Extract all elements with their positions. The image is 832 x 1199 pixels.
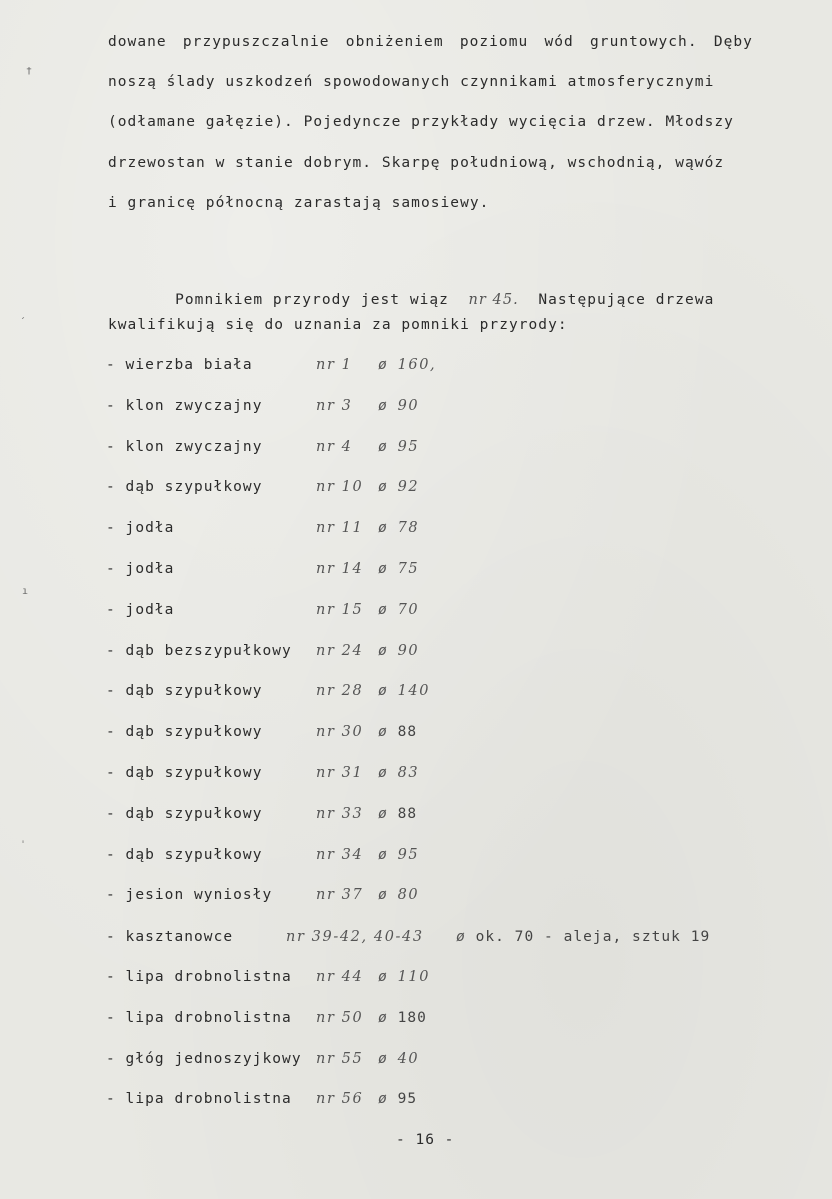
diameter-symbol: ø (378, 1010, 388, 1026)
tree-diameter (378, 969, 430, 985)
diameter-symbol: ø (378, 398, 388, 414)
tree-name: - dąb szypułkowy (106, 847, 263, 863)
tree-number: nr 37 (316, 887, 364, 903)
tree-number: nr 11 (316, 520, 364, 536)
tree-name: - kasztanowce (106, 929, 234, 945)
diameter-value: 83 (397, 765, 420, 781)
diameter-value: 160, (397, 357, 437, 373)
diameter-symbol: ø (378, 479, 388, 495)
paragraph-1-line-5: i granicę północną zarastają samosiewy. (108, 195, 490, 211)
word: obniżeniem (345, 34, 444, 50)
text-fragment: Następujące drzewa (538, 292, 715, 308)
text-fragment: Pomnikiem przyrody jest wiąz (175, 292, 449, 308)
diameter-symbol: ø (378, 561, 388, 577)
tree-number: nr 31 (316, 765, 364, 781)
word: dowane (108, 34, 167, 50)
word: przypuszczalnie (182, 34, 330, 50)
word: wód (544, 34, 574, 50)
paragraph-1-line-2: noszą ślady uszkodzeń spowodowanych czynnikami atmosferycznymi (108, 74, 715, 90)
tree-name: - jesion wyniosły (106, 887, 273, 903)
tree-diameter (378, 887, 419, 903)
diameter-symbol: ø (378, 1051, 388, 1067)
tree-number: nr 15 (316, 602, 364, 618)
tree-name: - dąb szypułkowy (106, 806, 263, 822)
diameter-value: 90 (397, 643, 420, 659)
tree-name: - lipa drobnolistna (106, 969, 292, 985)
tree-diameter (378, 847, 419, 863)
tree-number: nr 28 (316, 683, 364, 699)
word: poziomu (459, 34, 529, 50)
tree-number: nr 44 (316, 969, 364, 985)
margin-mark: † (26, 66, 33, 77)
tree-name: - lipa drobnolistna (106, 1091, 292, 1107)
diameter-symbol: ø (378, 520, 388, 536)
tree-diameter (378, 724, 417, 740)
margin-mark: ˈ (20, 840, 27, 851)
tree-diameter (378, 1091, 417, 1107)
tree-name: - dąb szypułkowy (106, 479, 263, 495)
tree-name: - lipa drobnolistna (106, 1010, 292, 1026)
diameter-value: 180 (397, 1010, 427, 1026)
tree-diameter (378, 479, 419, 495)
margin-mark: ı (22, 586, 29, 597)
tree-number: nr 33 (316, 806, 364, 822)
diameter-value: 90 (397, 398, 420, 414)
tree-diameter (378, 1051, 419, 1067)
tree-diameter (378, 1010, 427, 1026)
diameter-value: 92 (397, 479, 420, 495)
diameter-value: 70 (397, 602, 420, 618)
tree-name: - jodła (106, 602, 175, 618)
tree-diameter (456, 929, 710, 945)
diameter-value: 80 (397, 887, 420, 903)
tree-diameter (378, 765, 419, 781)
diameter-value: 40 (397, 1051, 420, 1067)
tree-diameter (378, 602, 419, 618)
tree-number: nr 1 (316, 357, 353, 373)
tree-number: nr 10 (316, 479, 364, 495)
tree-name: - dąb szypułkowy (106, 724, 263, 740)
word: Dęby (713, 34, 753, 50)
diameter-symbol: ø (378, 969, 388, 985)
diameter-symbol: ø (378, 887, 388, 903)
tree-number: nr 56 (316, 1091, 364, 1107)
margin-mark: ˏ (20, 308, 27, 319)
tree-name: - jodła (106, 520, 175, 536)
paragraph-1-line-1 (108, 34, 753, 50)
diameter-value: 95 (397, 847, 420, 863)
tree-diameter (378, 520, 419, 536)
diameter-symbol: ø (378, 765, 388, 781)
tree-name: - dąb bezszypułkowy (106, 643, 292, 659)
tree-number: nr 39-42, 40-43 (286, 929, 424, 945)
tree-number: nr 4 (316, 439, 353, 455)
diameter-value: 95 (397, 1091, 418, 1107)
tree-row-chestnut (106, 929, 711, 949)
diameter-symbol: ø (378, 847, 388, 863)
diameter-symbol: ø (378, 439, 388, 455)
diameter-value: 78 (397, 520, 420, 536)
tree-diameter (378, 357, 436, 373)
paragraph-1-line-3: (odłamane gałęzie). Pojedyncze przykłady wycięcia drzew. Młodszy (108, 114, 734, 130)
tree-number: nr 30 (316, 724, 364, 740)
tree-note: ok. 70 - aleja, sztuk 19 (475, 929, 711, 945)
tree-diameter (378, 398, 419, 414)
diameter-symbol: ø (378, 357, 388, 373)
tree-number: nr 55 (316, 1051, 364, 1067)
diameter-symbol: ø (378, 1091, 388, 1107)
word: gruntowych. (590, 34, 698, 50)
diameter-value: 110 (397, 969, 431, 985)
tree-number: nr 45. (468, 292, 519, 308)
paragraph-1-line-4: drzewostan w stanie dobrym. Skarpę południową, wschodnią, wąwóz (108, 155, 725, 171)
tree-name: - dąb szypułkowy (106, 765, 263, 781)
tree-name: - dąb szypułkowy (106, 683, 263, 699)
paragraph-2-line-2: kwalifikują się do uznania za pomniki przyrody: (108, 317, 568, 333)
tree-number: nr 14 (316, 561, 364, 577)
tree-diameter (378, 439, 419, 455)
diameter-value: 95 (397, 439, 420, 455)
diameter-symbol: ø (378, 683, 388, 699)
diameter-symbol: ø (456, 929, 466, 945)
diameter-symbol: ø (378, 643, 388, 659)
tree-name: - głóg jednoszyjkowy (106, 1051, 302, 1067)
tree-number: nr 3 (316, 398, 353, 414)
diameter-symbol: ø (378, 724, 388, 740)
tree-diameter (378, 643, 419, 659)
diameter-symbol: ø (378, 806, 388, 822)
tree-name: - wierzba biała (106, 357, 253, 373)
diameter-value: 88 (397, 724, 418, 740)
tree-number: nr 50 (316, 1010, 364, 1026)
tree-diameter (378, 561, 419, 577)
diameter-value: 140 (397, 683, 431, 699)
tree-name: - klon zwyczajny (106, 398, 263, 414)
diameter-value: 88 (397, 806, 418, 822)
tree-diameter (378, 806, 417, 822)
diameter-symbol: ø (378, 602, 388, 618)
page-number: - 16 - (396, 1132, 455, 1148)
tree-number: nr 34 (316, 847, 364, 863)
diameter-value: 75 (397, 561, 420, 577)
tree-number: nr 24 (316, 643, 364, 659)
tree-name: - jodła (106, 561, 175, 577)
tree-diameter (378, 683, 430, 699)
tree-name: - klon zwyczajny (106, 439, 263, 455)
